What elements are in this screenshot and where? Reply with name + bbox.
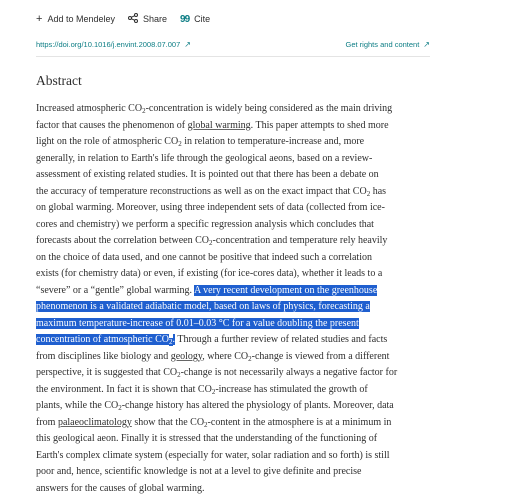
abstract-line (36, 332, 442, 349)
abstract-text-segment: -change is viewed from a different (252, 351, 390, 362)
subscript: 2 (177, 371, 181, 379)
glossary-link[interactable]: palaeoclimatology (58, 417, 132, 428)
abstract-text-segment: on global warming. Moreover, using three independent sets of data (collected from ice- (36, 202, 385, 213)
abstract-line (36, 299, 442, 316)
abstract-text-segment: Earth's complex climate system (especially for water, solar radiation and so forth) is still (36, 450, 390, 461)
abstract-text-segment: -increase has stimulated the growth of (215, 384, 367, 395)
abstract-text-segment: plants, while the CO (36, 400, 118, 411)
article-links (36, 38, 430, 50)
abstract-text-segment: has (370, 186, 386, 197)
highlighted-text: phenomenon is a validated adiabatic model, based on laws of physics, forecasting a (36, 301, 370, 312)
abstract-line (36, 283, 442, 300)
abstract-text-segment: . This paper attempts to shed more (251, 120, 389, 131)
abstract-line (36, 398, 442, 415)
external-link-icon: ↗ (423, 40, 430, 49)
abstract-text-segment: poor and, hence, scientific knowledge is not at a level to give definite and precise (36, 466, 361, 477)
abstract-line (36, 167, 442, 184)
highlighted-text: maximum temperature-increase of 0.01–0.03 °C for a value doubling the present (36, 318, 359, 329)
abstract-line (36, 365, 442, 382)
external-link-icon: ↗ (184, 40, 191, 49)
subscript: 2 (178, 140, 182, 148)
highlighted-text: 2 (169, 338, 173, 346)
doi-link[interactable] (36, 40, 191, 49)
divider (36, 56, 430, 57)
doi-link-text: https://doi.org/10.1016/j.envint.2008.07.007 (36, 40, 180, 49)
abstract-line (36, 217, 442, 234)
abstract-text-segment: generally, in relation to Earth's life through the geological aeons, based on a review- (36, 153, 372, 164)
abstract-line (36, 101, 442, 118)
abstract-text (36, 101, 442, 497)
abstract-line (36, 250, 442, 267)
abstract-text-segment: forecasts about the correlation between CO (36, 235, 209, 246)
article-toolbar (36, 12, 223, 26)
subscript: 2 (142, 107, 146, 115)
add-to-mendeley-button[interactable] (36, 13, 115, 25)
share-icon (128, 13, 138, 26)
subscript: 2 (209, 239, 213, 247)
abstract-line (36, 233, 442, 250)
subscript: 2 (248, 355, 252, 363)
abstract-text-segment: assessment of existing related studies. It is pointed out that there has been a debate on (36, 169, 379, 180)
abstract-text-segment: in relation to temperature-increase and, more (182, 136, 364, 147)
add-to-mendeley-label: Add to Mendeley (47, 14, 115, 24)
abstract-text-segment: this geological aeon. Finally it is stressed that the understanding of the functioning of (36, 433, 377, 444)
share-label: Share (143, 14, 167, 24)
abstract-line (36, 134, 442, 151)
plus-icon: + (36, 13, 42, 25)
abstract-line (36, 431, 442, 448)
abstract-text-segment: the environment. In fact it is shown that CO (36, 384, 212, 395)
abstract-text-segment: , where CO (202, 351, 248, 362)
share-button[interactable] (128, 13, 167, 26)
glossary-link[interactable]: geology (171, 351, 203, 362)
abstract-text-segment: -concentration and temperature rely heavily (213, 235, 388, 246)
cite-button[interactable] (180, 14, 210, 25)
abstract-line (36, 382, 442, 399)
highlighted-text: A very recent development on the greenhouse (194, 285, 377, 296)
abstract-text-segment: -content in the atmosphere is at a minimum in (208, 417, 392, 428)
abstract-text-segment: cores and chemistry) we perform a specific regression analysis which concludes that (36, 219, 374, 230)
abstract-line (36, 200, 442, 217)
abstract-line (36, 316, 442, 333)
subscript: 2 (118, 404, 122, 412)
abstract-text-segment: from disciplines like biology and (36, 351, 171, 362)
glossary-link[interactable]: global warming (188, 120, 251, 131)
abstract-text-segment: on the choice of data used, and one cannot be positive that indeed such a correlation (36, 252, 372, 263)
subscript: 2 (367, 190, 371, 198)
abstract-text-segment: answers for the causes of global warming. (36, 483, 205, 494)
abstract-text-segment: show that the CO (132, 417, 204, 428)
abstract-line (36, 464, 442, 481)
abstract-line (36, 448, 442, 465)
subscript: 2 (212, 388, 216, 396)
abstract-text-segment: -change is not necessarily always a negative factor for (181, 367, 398, 378)
abstract-text-segment: exists (for chemistry data) or even, if existing (for ice-cores data), whether it leads to a (36, 268, 382, 279)
abstract-heading: Abstract (36, 73, 82, 89)
abstract-text-segment: factor that causes the phenomenon of (36, 120, 188, 131)
abstract-line (36, 184, 442, 201)
abstract-text-segment: “severe” or a “gentle” global warming. (36, 285, 194, 296)
get-rights-link[interactable] (346, 40, 431, 49)
abstract-text-segment: light on the role of atmospheric CO (36, 136, 178, 147)
abstract-line (36, 266, 442, 283)
abstract-text-segment: Increased atmospheric CO (36, 103, 142, 114)
get-rights-link-text: Get rights and content (346, 40, 420, 49)
abstract-text-segment: from (36, 417, 58, 428)
abstract-line (36, 415, 442, 432)
abstract-text-segment: -change history has altered the physiology of plants. Moreover, data (122, 400, 394, 411)
abstract-text-segment: perspective, it is suggested that CO (36, 367, 177, 378)
subscript: 2 (204, 421, 208, 429)
abstract-text-segment: -concentration is widely being considered as the main driving (146, 103, 393, 114)
abstract-text-segment: the accuracy of temperature reconstructions as well as on the exact impact that CO (36, 186, 367, 197)
cite-label: Cite (194, 14, 210, 24)
highlighted-text: . (173, 334, 176, 345)
highlighted-text: concentration of atmospheric CO (36, 334, 169, 345)
abstract-line (36, 151, 442, 168)
abstract-line (36, 349, 442, 366)
abstract-text-segment: Through a further review of related studies and facts (175, 334, 387, 345)
quote-icon: 99 (180, 14, 189, 25)
abstract-line (36, 118, 442, 135)
abstract-line (36, 481, 442, 497)
